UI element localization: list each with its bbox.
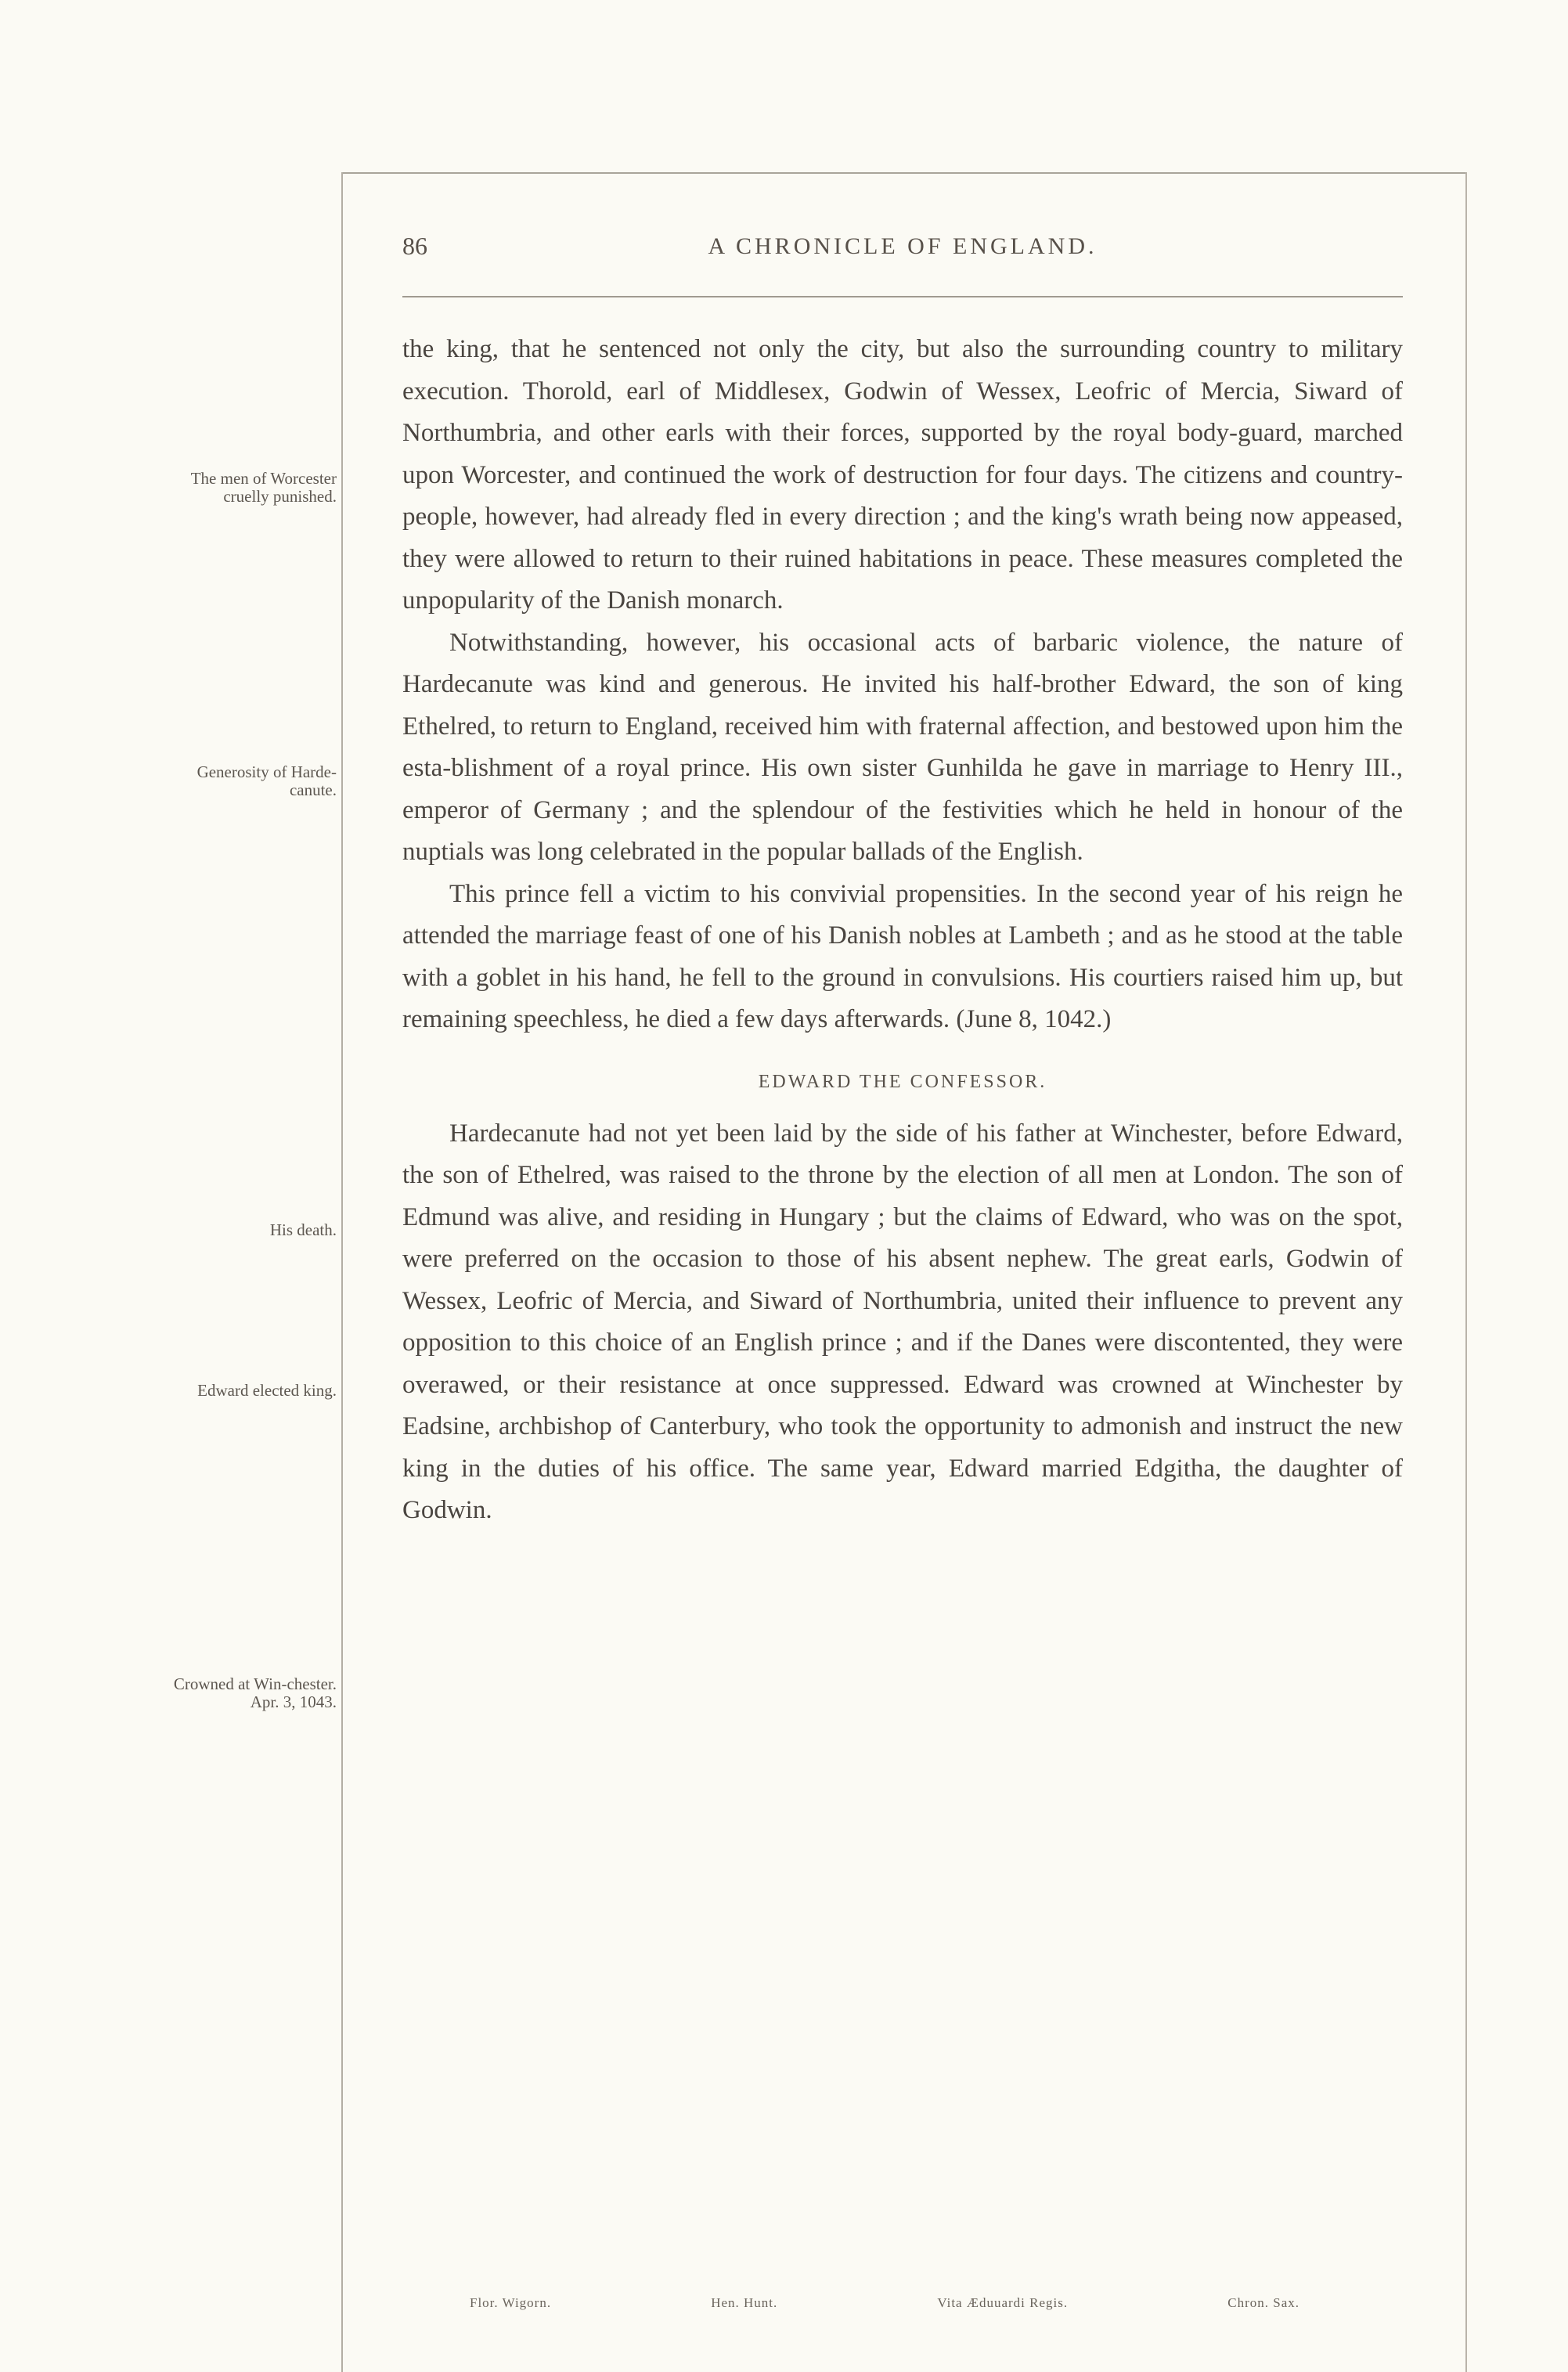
- paragraph-generosity: Notwithstanding, however, his occasional acts of barbaric violence, the nature of Hardecanute was kind and generous. He invited his half-brother Edward, the son of king Ethelred, to return to England, received him with fraternal affection, and bestowed upon him the esta-blishment of a royal prince. His own sister Gunhilda he gave in marriage to Henry III., emperor of Germany ; and the splendour of the festivities which he held in honour of the nuptials was long celebrated in the popular ballads of the English.: [402, 628, 1403, 866]
- source-item: Flor. Wigorn.: [470, 2295, 552, 2310]
- header-rule: [402, 296, 1403, 297]
- page-frame-right: [1465, 172, 1467, 2372]
- section-heading: EDWARD THE CONFESSOR.: [758, 1071, 1047, 1092]
- page-header: [402, 232, 1403, 263]
- source-item: Hen. Hunt.: [711, 2295, 778, 2310]
- margin-note-worcester: The men of Worcester cruelly punished.: [190, 469, 337, 506]
- margin-note-crowned: Crowned at Win-chester. Apr. 3, 1043.: [173, 1674, 337, 1711]
- body-text: [402, 329, 1403, 1532]
- margin-note-death: His death.: [269, 1220, 337, 1239]
- margin-note-edward-elected: Edward elected king.: [197, 1381, 337, 1400]
- page-frame-left: [341, 172, 343, 2372]
- margin-note-generosity: Generosity of Harde-canute.: [196, 762, 337, 799]
- source-item: Chron. Sax.: [1227, 2295, 1299, 2310]
- paragraph-edward: Hardecanute had not yet been laid by the side of his father at Winchester, before Edward, the son of Ethelred, was raised to the throne by the election of all men at London. The son of Edmund was alive, and residing in Hungary ; but the claims of Edward, who was on the spot, were preferred on the occasion to those of his absent nephew. The great earls, Godwin of Wessex, Leofric of Mercia, and Siward of Northumbria, united their influence to prevent any opposition to this choice of an English prince ; and if the Danes were discontented, they were overawed, or their resistance at once suppressed. Edward was crowned at Winchester by Eadsine, archbishop of Canterbury, who took the opportunity to admonish and instruct the new king in the duties of his office. The same year, Edward married Edgitha, the daughter of Godwin.: [402, 1119, 1403, 1524]
- page-frame-top: [341, 172, 1465, 174]
- paragraph-worcester: the king, that he sentenced not only the city, but also the surrounding country to military execution. Thorold, earl of Middlesex, Godwin of Wessex, Leofric of Mercia, Siward of Northumbria, and other earls with their forces, supported by the royal body-guard, marched upon Worcester, and continued the work of destruction for four days. The citizens and country-people, however, had already fled in every direction ; and the king's wrath being now appeased, they were allowed to return to their ruined habitations in peace. These measures completed the unpopularity of the Danish monarch.: [402, 335, 1403, 615]
- paragraph-death: This prince fell a victim to his convivial propensities. In the second year of his reign he attended the marriage feast of one of his Danish nobles at Lambeth ; and as he stood at the table with a goblet in his hand, he fell to the ground in convulsions. His courtiers raised him up, but remaining speechless, he died a few days afterwards. (June 8, 1042.): [402, 879, 1403, 1033]
- source-item: Vita Æduuardi Regis.: [937, 2295, 1069, 2310]
- sources-footer: [470, 2295, 1299, 2311]
- running-title: A CHRONICLE OF ENGLAND.: [708, 233, 1098, 259]
- page-number: 86: [402, 232, 427, 260]
